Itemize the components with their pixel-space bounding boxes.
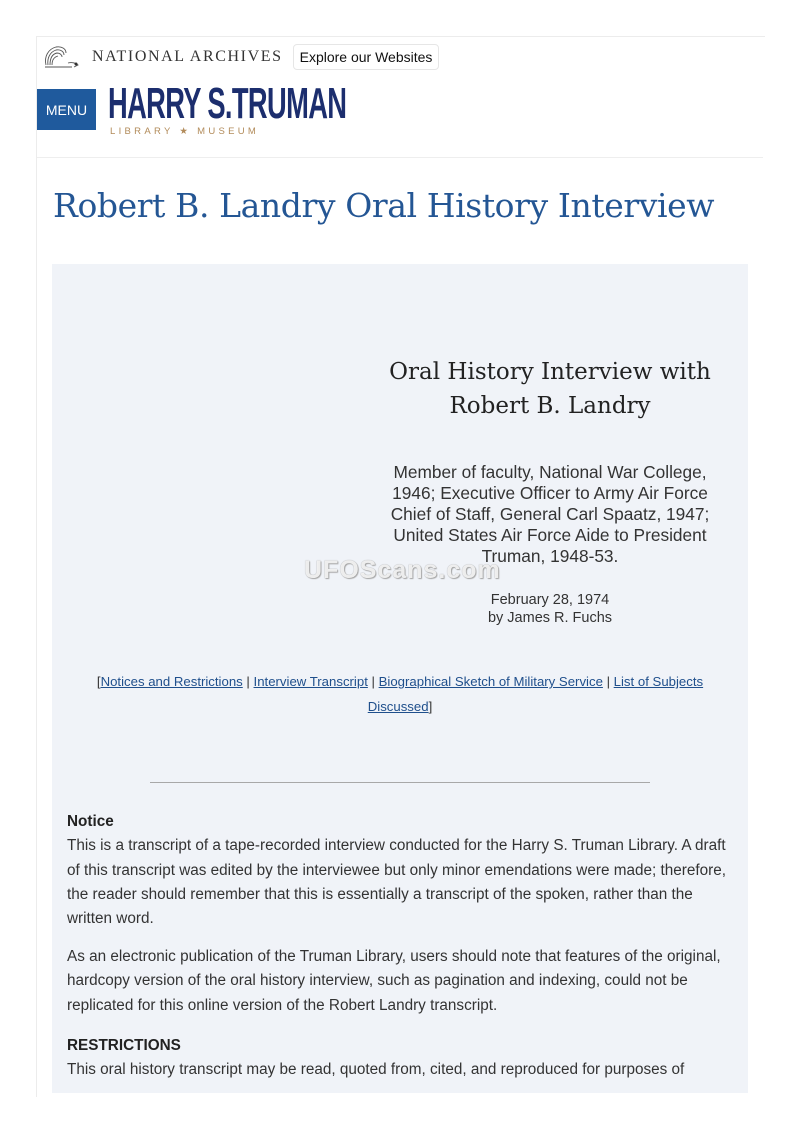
restrictions-heading: RESTRICTIONS [67, 1037, 181, 1054]
restrictions-section [67, 1034, 739, 1083]
notice-paragraph: This is a transcript of a tape-recorded interview conducted for the Harry S. Truman Library. A draft of this transcript was edited by the interviewee but only minor emendations were made; therefore, the reader should remember that this is essentially a transcript of the spoken, rather than the written word. [67, 837, 726, 928]
nav-open-bracket: [ [96, 674, 101, 689]
notice-heading: Notice [67, 813, 114, 830]
explore-websites-button[interactable]: Explore our Websites [293, 44, 440, 70]
menu-button[interactable]: MENU [37, 89, 96, 130]
interview-heading-line1: Oral History Interview with [389, 359, 711, 385]
page-title: Robert B. Landry Oral History Interview [53, 186, 715, 225]
interviewee-name: Robert B. Landry [449, 393, 651, 419]
utility-bar [42, 42, 439, 72]
header-divider [37, 157, 763, 158]
nav-link-transcript[interactable]: Interview Transcript [253, 674, 368, 689]
nav-link-biography[interactable]: Biographical Sketch of Military Service [378, 674, 603, 689]
interview-meta [420, 591, 680, 627]
nav-close-bracket: ] [428, 699, 433, 714]
electronic-publication-paragraph: As an electronic publication of the Truman Library, users should note that features of the original, hardcopy version of the oral history interview, such as pagination and indexing, could not be replicated for this online version of the Robert Landry transcript. [67, 948, 721, 1014]
interview-heading [370, 355, 730, 423]
interviewer: by James R. Fuchs [487, 610, 613, 626]
truman-library-logo[interactable] [108, 79, 347, 138]
notice-section [67, 810, 739, 931]
section-nav [92, 669, 708, 719]
agency-name: NATIONAL ARCHIVES [92, 48, 283, 65]
nav-separator: | [367, 674, 379, 689]
nav-link-subjects[interactable]: List of Subjects Discussed [367, 674, 704, 714]
horizontal-rule [150, 782, 650, 783]
interview-date: February 28, 1974 [490, 592, 610, 608]
nav-separator: | [602, 674, 614, 689]
logo-wordmark: HARRY S.TRUMAN [108, 79, 347, 128]
nav-separator: | [242, 674, 254, 689]
logo-tagline: LIBRARY ★ MUSEUM [110, 126, 260, 137]
interviewee-description: Member of faculty, National War College, 1946; Executive Officer to Army Air Force Chief of Staff, General Carl Spaatz, 1947; United States Air Force Aide to President Truman, 1948-53. [390, 462, 710, 566]
watermark: UFOScans.com [304, 556, 501, 584]
restrictions-paragraph: This oral history transcript may be read, quoted from, cited, and reproduced for purposes of [67, 1061, 685, 1079]
nav-link-notices[interactable]: Notices and Restrictions [100, 674, 243, 689]
national-archives-eagle-icon [42, 43, 86, 71]
